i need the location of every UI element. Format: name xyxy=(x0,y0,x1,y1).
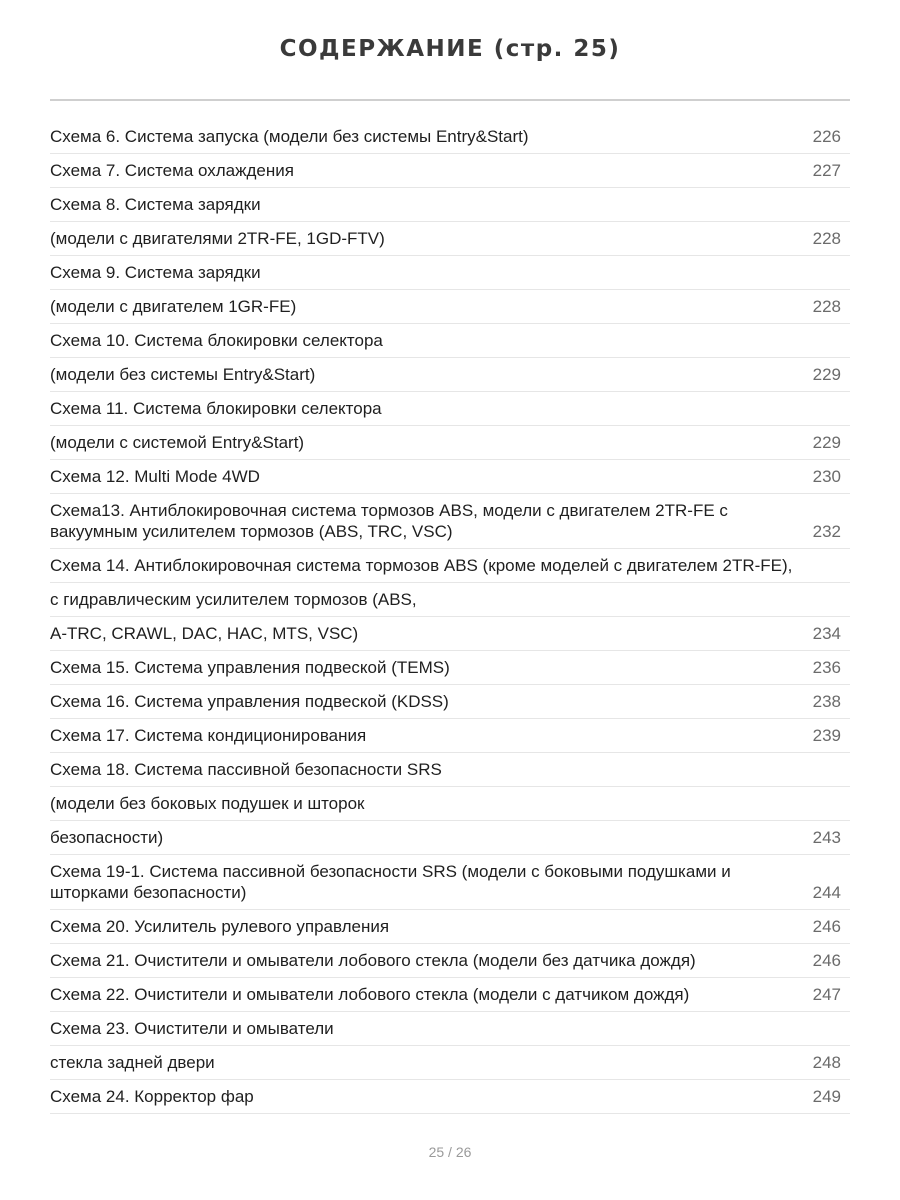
toc-entry[interactable] xyxy=(50,256,850,290)
toc-entry[interactable] xyxy=(50,719,850,753)
toc-entry-page-number: 226 xyxy=(812,127,841,146)
toc-entry-label: стекла задней двери xyxy=(50,1053,215,1072)
toc-entry-page-number: 229 xyxy=(812,365,841,384)
toc-entry-page-number: 244 xyxy=(812,883,841,902)
toc-entry-label: (модели с двигателями 2TR-FE, 1GD-FTV) xyxy=(50,229,385,248)
toc-entry-page-number: 229 xyxy=(812,433,841,452)
toc-entry-label: Схема 17. Система кондиционирования xyxy=(50,726,367,745)
toc-entry-label: Схема13. Антиблокировочная система тормозов ABS, модели с двигателем 2TR-FE с вакуумным усилителем тормозов (ABS, TRC, VSC) xyxy=(50,501,728,541)
toc-entry[interactable] xyxy=(50,821,850,855)
toc-entry[interactable] xyxy=(50,753,850,787)
toc-entry-page-number: 248 xyxy=(812,1053,841,1072)
toc-entry-label: с гидравлическим усилителем тормозов (ABS, xyxy=(50,590,417,609)
toc-entry-label: (модели без системы Entry&Start) xyxy=(50,365,316,384)
toc-entry-page-number: 232 xyxy=(812,522,841,541)
toc-entry[interactable] xyxy=(50,549,850,583)
toc-entry-label: Схема 14. Антиблокировочная система тормозов ABS (кроме моделей с двигателем 2TR-FE), xyxy=(50,556,793,575)
toc-entry-page-number: 228 xyxy=(812,297,841,316)
toc-entry[interactable] xyxy=(50,154,850,188)
toc-entry-label: Схема 15. Система управления подвеской (TEMS) xyxy=(50,658,450,677)
toc-entry-label: Схема 16. Система управления подвеской (KDSS) xyxy=(50,692,449,711)
toc-entry[interactable] xyxy=(50,222,850,256)
toc-entry-label: Схема 20. Усилитель рулевого управления xyxy=(50,917,390,936)
page-indicator: 25 / 26 xyxy=(428,1144,472,1160)
toc-entry-label: Схема 24. Корректор фар xyxy=(50,1087,254,1106)
toc-entry-page-number: 228 xyxy=(812,229,841,248)
toc-entry-label: Схема 10. Система блокировки селектора xyxy=(50,331,383,350)
toc-entry[interactable] xyxy=(50,358,850,392)
toc-entry[interactable] xyxy=(50,392,850,426)
toc-entry-label: Схема 21. Очистители и омыватели лобового стекла (модели без датчика дождя) xyxy=(50,951,696,970)
toc-entry[interactable] xyxy=(50,494,850,549)
toc-entry[interactable] xyxy=(50,651,850,685)
toc-entry[interactable] xyxy=(50,1012,850,1046)
toc-entry[interactable] xyxy=(50,978,850,1012)
toc-entry-label: Схема 9. Система зарядки xyxy=(50,263,261,282)
toc-entry[interactable] xyxy=(50,617,850,651)
toc-entry[interactable] xyxy=(50,787,850,821)
toc-entry[interactable] xyxy=(50,583,850,617)
toc-entry-page-number: 249 xyxy=(812,1087,841,1106)
title-divider xyxy=(50,99,850,101)
table-of-contents xyxy=(50,120,850,1114)
toc-entry[interactable] xyxy=(50,855,850,910)
toc-entry[interactable] xyxy=(50,426,850,460)
toc-entry-page-number: 239 xyxy=(812,726,841,745)
toc-entry[interactable] xyxy=(50,685,850,719)
toc-entry-label: (модели с двигателем 1GR-FE) xyxy=(50,297,297,316)
toc-entry-label: (модели с системой Entry&Start) xyxy=(50,433,305,452)
toc-entry[interactable] xyxy=(50,290,850,324)
toc-entry[interactable] xyxy=(50,120,850,154)
toc-entry-label: безопасности) xyxy=(50,828,164,847)
toc-entry-label: Схема 8. Система зарядки xyxy=(50,195,261,214)
toc-entry-page-number: 234 xyxy=(812,624,841,643)
toc-entry-label: Схема 23. Очистители и омыватели xyxy=(50,1019,334,1038)
page-title: СОДЕРЖАНИЕ (стр. 25) xyxy=(279,36,621,62)
toc-entry[interactable] xyxy=(50,324,850,358)
toc-entry-label: Схема 22. Очистители и омыватели лобового стекла (модели с датчиком дождя) xyxy=(50,985,690,1004)
toc-entry-page-number: 238 xyxy=(812,692,841,711)
toc-entry-page-number: 236 xyxy=(812,658,841,677)
toc-entry-page-number: 227 xyxy=(812,161,841,180)
toc-entry[interactable] xyxy=(50,460,850,494)
toc-entry-label: Схема 18. Система пассивной безопасности SRS xyxy=(50,760,442,779)
toc-entry-label: Схема 12. Multi Mode 4WD xyxy=(50,467,260,486)
toc-entry-label: Схема 6. Система запуска (модели без системы Entry&Start) xyxy=(50,127,529,146)
toc-entry-label: Схема 11. Система блокировки селектора xyxy=(50,399,382,418)
toc-entry-label: Схема 7. Система охлаждения xyxy=(50,161,294,180)
toc-entry-page-number: 246 xyxy=(812,951,841,970)
toc-entry[interactable] xyxy=(50,910,850,944)
toc-entry-page-number: 246 xyxy=(812,917,841,936)
toc-entry-label: Схема 19-1. Система пассивной безопасности SRS (модели с боковыми подушками и шторками безопасности) xyxy=(50,862,731,902)
toc-entry-page-number: 247 xyxy=(812,985,841,1004)
toc-entry-page-number: 230 xyxy=(812,467,841,486)
toc-entry[interactable] xyxy=(50,944,850,978)
toc-entry-label: A-TRC, CRAWL, DAC, HAC, MTS, VSC) xyxy=(50,624,359,643)
toc-entry[interactable] xyxy=(50,188,850,222)
toc-entry-label: (модели без боковых подушек и шторок xyxy=(50,794,365,813)
toc-entry[interactable] xyxy=(50,1046,850,1080)
toc-entry-page-number: 243 xyxy=(812,828,841,847)
toc-entry[interactable] xyxy=(50,1080,850,1114)
